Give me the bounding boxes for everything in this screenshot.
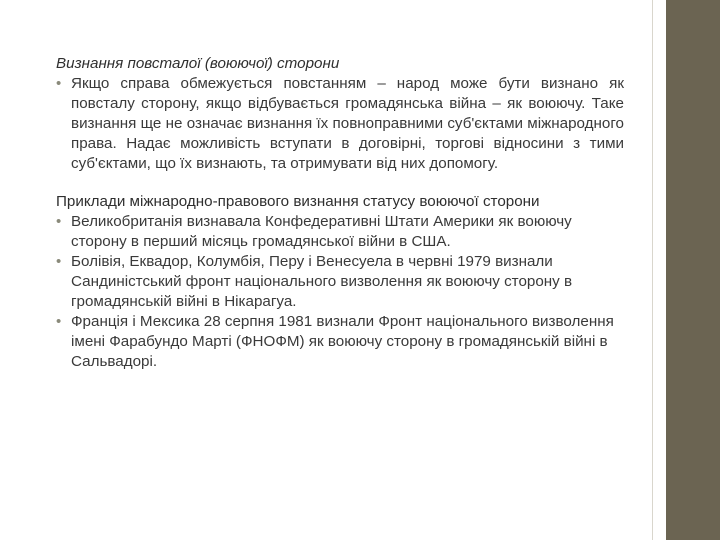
section-examples: [56, 192, 624, 372]
bullet-text: Великобританія визнавала Конфедеративні Штати Америки як воюючу сторону в перший місяць громадянської війни в США.: [71, 213, 572, 250]
bullet-dot: •: [56, 253, 62, 270]
bullet-text: Якщо справа обмежується повстанням – народ може бути визнано як повсталу сторону, якщо відбувається громадянська війна – як воюючу. Таке визнання ще не означає визнання їх повноправними суб'єктами міжнародного права. Надає можливість вступати в договірні, торгові відносини з тими суб'єктами, що їх визнають, та отримувати від них допомогу.: [71, 75, 624, 172]
decorative-sidebar: [666, 0, 720, 540]
bullet-dot: •: [56, 213, 62, 230]
slide-content: [56, 54, 624, 372]
bullet-text: Франція і Мексика 28 серпня 1981 визнали Фронт національного визволення імені Фарабундо Марті (ФНОФМ) як воюючу сторону в громадянській війні в Сальвадорі.: [71, 313, 614, 370]
bullet-item: [56, 212, 624, 252]
bullet-item: [56, 312, 624, 372]
sidebar-divider: [652, 0, 653, 540]
section-recognition: [56, 54, 624, 174]
bullet-item: [56, 74, 624, 174]
bullet-dot: •: [56, 313, 62, 330]
bullet-item: [56, 252, 624, 312]
bullet-text: Болівія, Еквадор, Колумбія, Перу і Венесуела в червні 1979 визнали Сандиністський фронт національного визволення як воюючу сторону в громадянській війні в Нікарагуа.: [71, 253, 573, 310]
section-heading: Визнання повсталої (воюючої) сторони: [56, 55, 340, 72]
bullet-dot: •: [56, 75, 62, 92]
section-heading: Приклади міжнародно-правового визнання статусу воюючої сторони: [56, 193, 540, 210]
